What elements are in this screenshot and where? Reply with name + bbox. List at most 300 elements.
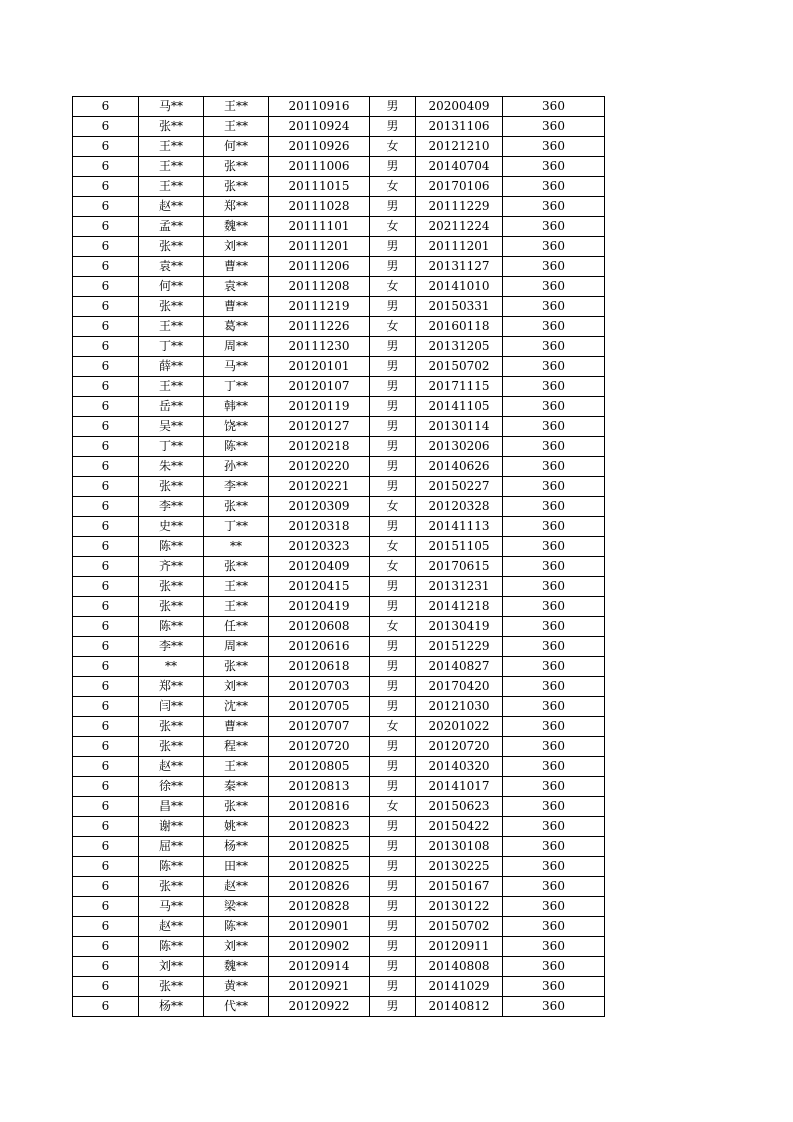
date2-cell: 20130122 (416, 897, 503, 917)
name-b-cell: 丁** (204, 517, 269, 537)
grade-cell: 6 (73, 717, 139, 737)
name-b-cell: 张** (204, 557, 269, 577)
date2-cell: 20140808 (416, 957, 503, 977)
name-a-cell: 何** (139, 277, 204, 297)
amount-cell: 360 (503, 377, 605, 397)
table-row (73, 217, 605, 237)
name-b-cell: 王** (204, 577, 269, 597)
name-b-cell: 曹** (204, 297, 269, 317)
name-a-cell: 岳** (139, 397, 204, 417)
table-row (73, 277, 605, 297)
grade-cell: 6 (73, 117, 139, 137)
amount-cell: 360 (503, 897, 605, 917)
name-a-cell: 赵** (139, 197, 204, 217)
grade-cell: 6 (73, 777, 139, 797)
name-a-cell: 王** (139, 377, 204, 397)
grade-cell: 6 (73, 357, 139, 377)
gender-cell: 男 (370, 517, 416, 537)
gender-cell: 女 (370, 717, 416, 737)
table-row (73, 397, 605, 417)
grade-cell: 6 (73, 817, 139, 837)
date-cell: 20120826 (269, 877, 370, 897)
gender-cell: 男 (370, 257, 416, 277)
name-a-cell: 张** (139, 117, 204, 137)
table-row (73, 437, 605, 457)
gender-cell: 男 (370, 297, 416, 317)
name-b-cell: 马** (204, 357, 269, 377)
grade-cell: 6 (73, 477, 139, 497)
date-cell: 20120813 (269, 777, 370, 797)
amount-cell: 360 (503, 217, 605, 237)
grade-cell: 6 (73, 277, 139, 297)
date-cell: 20120825 (269, 837, 370, 857)
date2-cell: 20130108 (416, 837, 503, 857)
name-a-cell: 吴** (139, 417, 204, 437)
name-a-cell: 屈** (139, 837, 204, 857)
grade-cell: 6 (73, 877, 139, 897)
grade-cell: 6 (73, 497, 139, 517)
name-b-cell: 丁** (204, 377, 269, 397)
date-cell: 20120828 (269, 897, 370, 917)
name-a-cell: 王** (139, 157, 204, 177)
name-a-cell: 张** (139, 597, 204, 617)
table-row (73, 797, 605, 817)
amount-cell: 360 (503, 657, 605, 677)
amount-cell: 360 (503, 257, 605, 277)
name-a-cell: 史** (139, 517, 204, 537)
gender-cell: 女 (370, 277, 416, 297)
gender-cell: 女 (370, 177, 416, 197)
date-cell: 20120618 (269, 657, 370, 677)
grade-cell: 6 (73, 437, 139, 457)
table-row (73, 757, 605, 777)
name-b-cell: 张** (204, 657, 269, 677)
amount-cell: 360 (503, 717, 605, 737)
table-row (73, 657, 605, 677)
grade-cell: 6 (73, 597, 139, 617)
gender-cell: 男 (370, 997, 416, 1017)
table-row (73, 157, 605, 177)
grade-cell: 6 (73, 317, 139, 337)
grade-cell: 6 (73, 377, 139, 397)
name-b-cell: 郑** (204, 197, 269, 217)
amount-cell: 360 (503, 137, 605, 157)
date2-cell: 20130206 (416, 437, 503, 457)
name-b-cell: 韩** (204, 397, 269, 417)
name-b-cell: 曹** (204, 257, 269, 277)
date2-cell: 20130225 (416, 857, 503, 877)
date-cell: 20111006 (269, 157, 370, 177)
date-cell: 20120608 (269, 617, 370, 637)
gender-cell: 男 (370, 817, 416, 837)
date-cell: 20111230 (269, 337, 370, 357)
gender-cell: 女 (370, 537, 416, 557)
grade-cell: 6 (73, 177, 139, 197)
date-cell: 20111028 (269, 197, 370, 217)
date-cell: 20120409 (269, 557, 370, 577)
date-cell: 20111206 (269, 257, 370, 277)
gender-cell: 男 (370, 677, 416, 697)
date2-cell: 20151229 (416, 637, 503, 657)
amount-cell: 360 (503, 97, 605, 117)
grade-cell: 6 (73, 97, 139, 117)
date2-cell: 20150331 (416, 297, 503, 317)
name-a-cell: 陈** (139, 537, 204, 557)
table-row (73, 177, 605, 197)
table-row (73, 97, 605, 117)
name-a-cell: 陈** (139, 937, 204, 957)
date2-cell: 20150227 (416, 477, 503, 497)
grade-cell: 6 (73, 897, 139, 917)
amount-cell: 360 (503, 877, 605, 897)
amount-cell: 360 (503, 757, 605, 777)
date-cell: 20120823 (269, 817, 370, 837)
amount-cell: 360 (503, 357, 605, 377)
grade-cell: 6 (73, 537, 139, 557)
date2-cell: 20141029 (416, 977, 503, 997)
date-cell: 20120221 (269, 477, 370, 497)
table-row (73, 817, 605, 837)
table-row (73, 357, 605, 377)
amount-cell: 360 (503, 277, 605, 297)
grade-cell: 6 (73, 197, 139, 217)
amount-cell: 360 (503, 917, 605, 937)
table-row (73, 517, 605, 537)
table-row (73, 977, 605, 997)
name-b-cell: 张** (204, 177, 269, 197)
date-cell: 20120119 (269, 397, 370, 417)
date-cell: 20120309 (269, 497, 370, 517)
name-b-cell: 赵** (204, 877, 269, 897)
date-cell: 20120101 (269, 357, 370, 377)
gender-cell: 男 (370, 957, 416, 977)
table-row (73, 117, 605, 137)
grade-cell: 6 (73, 637, 139, 657)
name-b-cell: 孙** (204, 457, 269, 477)
name-b-cell: 秦** (204, 777, 269, 797)
date-cell: 20120415 (269, 577, 370, 597)
date2-cell: 20141218 (416, 597, 503, 617)
table-row (73, 917, 605, 937)
name-b-cell: 沈** (204, 697, 269, 717)
date-cell: 20111201 (269, 237, 370, 257)
gender-cell: 男 (370, 97, 416, 117)
gender-cell: 男 (370, 637, 416, 657)
date2-cell: 20121030 (416, 697, 503, 717)
grade-cell: 6 (73, 677, 139, 697)
grade-cell: 6 (73, 457, 139, 477)
name-a-cell: 丁** (139, 437, 204, 457)
table-body (73, 97, 605, 1017)
name-a-cell: 李** (139, 637, 204, 657)
date2-cell: 20211224 (416, 217, 503, 237)
gender-cell: 男 (370, 697, 416, 717)
table-row (73, 617, 605, 637)
grade-cell: 6 (73, 857, 139, 877)
date2-cell: 20141105 (416, 397, 503, 417)
date2-cell: 20201022 (416, 717, 503, 737)
date-cell: 20120419 (269, 597, 370, 617)
grade-cell: 6 (73, 837, 139, 857)
name-b-cell: ** (204, 537, 269, 557)
name-a-cell: 张** (139, 477, 204, 497)
name-b-cell: 刘** (204, 937, 269, 957)
table-row (73, 237, 605, 257)
date2-cell: 20150422 (416, 817, 503, 837)
name-a-cell: 陈** (139, 857, 204, 877)
date-cell: 20111226 (269, 317, 370, 337)
grade-cell: 6 (73, 657, 139, 677)
name-b-cell: 王** (204, 597, 269, 617)
amount-cell: 360 (503, 737, 605, 757)
name-a-cell: 薛** (139, 357, 204, 377)
gender-cell: 男 (370, 897, 416, 917)
grade-cell: 6 (73, 757, 139, 777)
date-cell: 20110916 (269, 97, 370, 117)
date2-cell: 20150702 (416, 917, 503, 937)
name-b-cell: 陈** (204, 437, 269, 457)
date-cell: 20120707 (269, 717, 370, 737)
name-b-cell: 周** (204, 337, 269, 357)
date-cell: 20120318 (269, 517, 370, 537)
date-cell: 20110924 (269, 117, 370, 137)
date-cell: 20111219 (269, 297, 370, 317)
grade-cell: 6 (73, 217, 139, 237)
table-row (73, 877, 605, 897)
table-row (73, 497, 605, 517)
date2-cell: 20130114 (416, 417, 503, 437)
name-a-cell: 李** (139, 497, 204, 517)
name-b-cell: 袁** (204, 277, 269, 297)
table-row (73, 297, 605, 317)
date-cell: 20120902 (269, 937, 370, 957)
name-b-cell: 刘** (204, 237, 269, 257)
amount-cell: 360 (503, 597, 605, 617)
grade-cell: 6 (73, 697, 139, 717)
gender-cell: 女 (370, 497, 416, 517)
gender-cell: 女 (370, 137, 416, 157)
date2-cell: 20141010 (416, 277, 503, 297)
name-a-cell: 王** (139, 317, 204, 337)
amount-cell: 360 (503, 297, 605, 317)
name-a-cell: 张** (139, 577, 204, 597)
name-b-cell: 王** (204, 757, 269, 777)
date-cell: 20120805 (269, 757, 370, 777)
name-a-cell: 陈** (139, 617, 204, 637)
date2-cell: 20130419 (416, 617, 503, 637)
date2-cell: 20131205 (416, 337, 503, 357)
date-cell: 20120107 (269, 377, 370, 397)
date-cell: 20120816 (269, 797, 370, 817)
name-a-cell: 郑** (139, 677, 204, 697)
grade-cell: 6 (73, 297, 139, 317)
amount-cell: 360 (503, 797, 605, 817)
date2-cell: 20170420 (416, 677, 503, 697)
table-row (73, 557, 605, 577)
gender-cell: 男 (370, 877, 416, 897)
amount-cell: 360 (503, 457, 605, 477)
grade-cell: 6 (73, 977, 139, 997)
amount-cell: 360 (503, 937, 605, 957)
gender-cell: 男 (370, 357, 416, 377)
amount-cell: 360 (503, 537, 605, 557)
gender-cell: 男 (370, 337, 416, 357)
date2-cell: 20150623 (416, 797, 503, 817)
grade-cell: 6 (73, 417, 139, 437)
name-a-cell: 徐** (139, 777, 204, 797)
grade-cell: 6 (73, 797, 139, 817)
data-table (72, 96, 605, 1017)
table-row (73, 577, 605, 597)
gender-cell: 男 (370, 377, 416, 397)
name-a-cell: 袁** (139, 257, 204, 277)
table-row (73, 457, 605, 477)
amount-cell: 360 (503, 957, 605, 977)
grade-cell: 6 (73, 137, 139, 157)
date2-cell: 20140827 (416, 657, 503, 677)
table-row (73, 737, 605, 757)
date2-cell: 20170106 (416, 177, 503, 197)
date-cell: 20120127 (269, 417, 370, 437)
grade-cell: 6 (73, 957, 139, 977)
gender-cell: 男 (370, 757, 416, 777)
gender-cell: 男 (370, 197, 416, 217)
amount-cell: 360 (503, 677, 605, 697)
name-a-cell: 张** (139, 977, 204, 997)
date2-cell: 20120911 (416, 937, 503, 957)
gender-cell: 男 (370, 397, 416, 417)
gender-cell: 男 (370, 417, 416, 437)
grade-cell: 6 (73, 997, 139, 1017)
date2-cell: 20140704 (416, 157, 503, 177)
table-row (73, 477, 605, 497)
grade-cell: 6 (73, 397, 139, 417)
name-a-cell: 赵** (139, 917, 204, 937)
gender-cell: 男 (370, 977, 416, 997)
date2-cell: 20131127 (416, 257, 503, 277)
table-row (73, 777, 605, 797)
table-row (73, 897, 605, 917)
amount-cell: 360 (503, 697, 605, 717)
gender-cell: 男 (370, 777, 416, 797)
date-cell: 20120703 (269, 677, 370, 697)
gender-cell: 男 (370, 657, 416, 677)
name-a-cell: 张** (139, 877, 204, 897)
gender-cell: 男 (370, 477, 416, 497)
table-row (73, 637, 605, 657)
name-a-cell: 马** (139, 897, 204, 917)
name-b-cell: 王** (204, 97, 269, 117)
table-row (73, 377, 605, 397)
grade-cell: 6 (73, 577, 139, 597)
name-a-cell: ** (139, 657, 204, 677)
name-a-cell: 谢** (139, 817, 204, 837)
name-a-cell: 赵** (139, 757, 204, 777)
amount-cell: 360 (503, 477, 605, 497)
name-b-cell: 任** (204, 617, 269, 637)
amount-cell: 360 (503, 157, 605, 177)
grade-cell: 6 (73, 737, 139, 757)
name-b-cell: 田** (204, 857, 269, 877)
name-a-cell: 朱** (139, 457, 204, 477)
date2-cell: 20160118 (416, 317, 503, 337)
date2-cell: 20120328 (416, 497, 503, 517)
gender-cell: 男 (370, 857, 416, 877)
grade-cell: 6 (73, 257, 139, 277)
date-cell: 20120901 (269, 917, 370, 937)
amount-cell: 360 (503, 117, 605, 137)
amount-cell: 360 (503, 857, 605, 877)
date-cell: 20111015 (269, 177, 370, 197)
grade-cell: 6 (73, 157, 139, 177)
amount-cell: 360 (503, 637, 605, 657)
date-cell: 20120914 (269, 957, 370, 977)
date2-cell: 20111229 (416, 197, 503, 217)
date-cell: 20110926 (269, 137, 370, 157)
amount-cell: 360 (503, 777, 605, 797)
grade-cell: 6 (73, 557, 139, 577)
date2-cell: 20150702 (416, 357, 503, 377)
name-b-cell: 黄** (204, 977, 269, 997)
name-b-cell: 姚** (204, 817, 269, 837)
table-row (73, 957, 605, 977)
date-cell: 20111208 (269, 277, 370, 297)
date2-cell: 20170615 (416, 557, 503, 577)
amount-cell: 360 (503, 517, 605, 537)
amount-cell: 360 (503, 437, 605, 457)
name-b-cell: 周** (204, 637, 269, 657)
name-a-cell: 孟** (139, 217, 204, 237)
amount-cell: 360 (503, 397, 605, 417)
name-a-cell: 刘** (139, 957, 204, 977)
name-b-cell: 代** (204, 997, 269, 1017)
name-b-cell: 何** (204, 137, 269, 157)
amount-cell: 360 (503, 337, 605, 357)
grade-cell: 6 (73, 237, 139, 257)
table-row (73, 857, 605, 877)
name-a-cell: 昌** (139, 797, 204, 817)
gender-cell: 男 (370, 157, 416, 177)
amount-cell: 360 (503, 837, 605, 857)
amount-cell: 360 (503, 197, 605, 217)
date2-cell: 20131106 (416, 117, 503, 137)
gender-cell: 女 (370, 317, 416, 337)
date2-cell: 20140812 (416, 997, 503, 1017)
name-b-cell: 程** (204, 737, 269, 757)
date-cell: 20120323 (269, 537, 370, 557)
name-a-cell: 闫** (139, 697, 204, 717)
date2-cell: 20171115 (416, 377, 503, 397)
name-b-cell: 李** (204, 477, 269, 497)
name-a-cell: 齐** (139, 557, 204, 577)
date2-cell: 20120720 (416, 737, 503, 757)
gender-cell: 男 (370, 917, 416, 937)
date-cell: 20111101 (269, 217, 370, 237)
name-b-cell: 梁** (204, 897, 269, 917)
name-a-cell: 丁** (139, 337, 204, 357)
name-b-cell: 刘** (204, 677, 269, 697)
date2-cell: 20200409 (416, 97, 503, 117)
table-row (73, 417, 605, 437)
date-cell: 20120705 (269, 697, 370, 717)
amount-cell: 360 (503, 497, 605, 517)
name-b-cell: 魏** (204, 957, 269, 977)
table-row (73, 597, 605, 617)
grade-cell: 6 (73, 917, 139, 937)
gender-cell: 男 (370, 597, 416, 617)
amount-cell: 360 (503, 317, 605, 337)
gender-cell: 女 (370, 797, 416, 817)
